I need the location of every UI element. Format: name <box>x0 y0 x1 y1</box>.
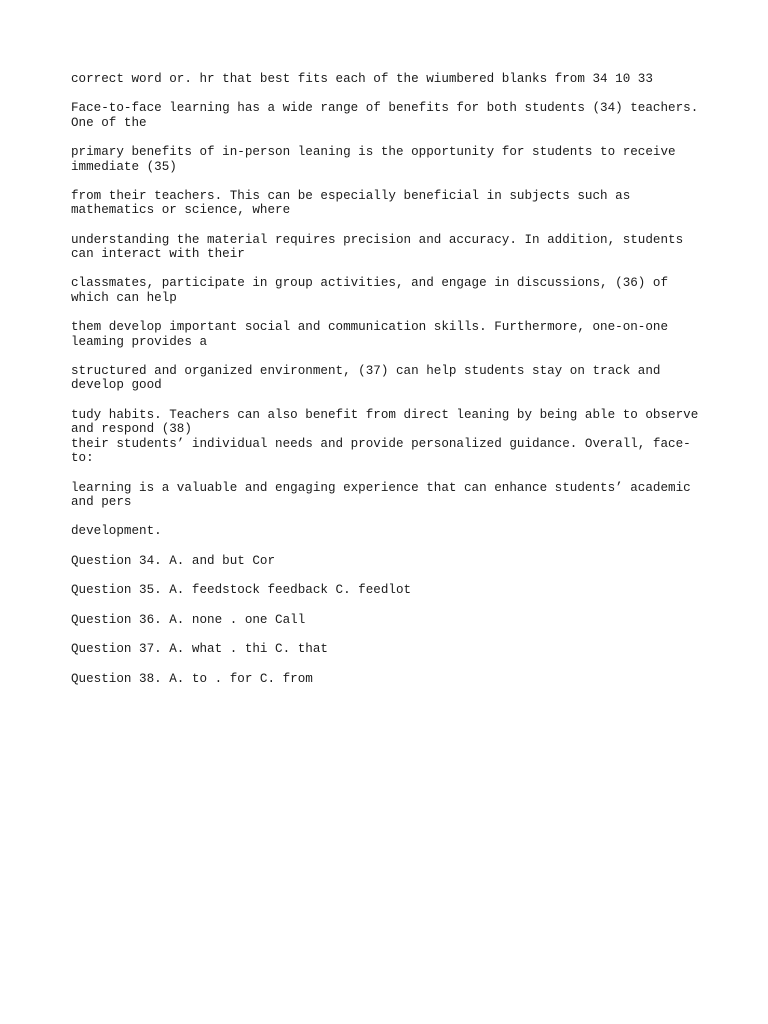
passage-line: from their teachers. This can be especially beneficial in subjects such as mathematics or science, where <box>71 188 638 218</box>
passage-line: their students’ individual needs and provide personalized guidance. Overall, face-to: <box>71 436 691 466</box>
passage-line: learning is a valuable and engaging experience that can enhance students’ academic and pers <box>71 480 699 510</box>
passage-line: structured and organized environment, (37) can help students stay on track and develop good <box>71 363 669 393</box>
passage-line: primary benefits of in-person leaning is the opportunity for students to receive immediate (35) <box>71 144 684 174</box>
question-36: Question 36. A. none . one Call <box>71 612 306 627</box>
question-38: Question 38. A. to . for C. from <box>71 671 313 686</box>
passage-line: tudy habits. Teachers can also benefit from direct leaning by being able to observe and respond (38) <box>71 407 706 437</box>
instructions-text: correct word or. hr that best fits each of the wiumbered blanks from 34 10 33 <box>71 72 653 86</box>
question-35: Question 35. A. feedstock feedback C. feedlot <box>71 583 412 598</box>
question-34: Question 34. A. and but Cor <box>71 553 276 568</box>
passage-line: them develop important social and communication skills. Furthermore, one-on-one leaming provides a <box>71 320 676 349</box>
passage-line: development. <box>71 524 162 539</box>
passage-line: Face-to-face learning has a wide range of benefits for both students (34) teachers. One of the <box>71 101 706 130</box>
passage-line: understanding the material requires precision and accuracy. In addition, students can interact with their <box>71 232 691 262</box>
document-page <box>71 72 711 702</box>
question-37: Question 37. A. what . thi C. that <box>71 642 328 657</box>
passage-line: classmates, participate in group activities, and engage in discussions, (36) of which can help <box>71 276 676 305</box>
